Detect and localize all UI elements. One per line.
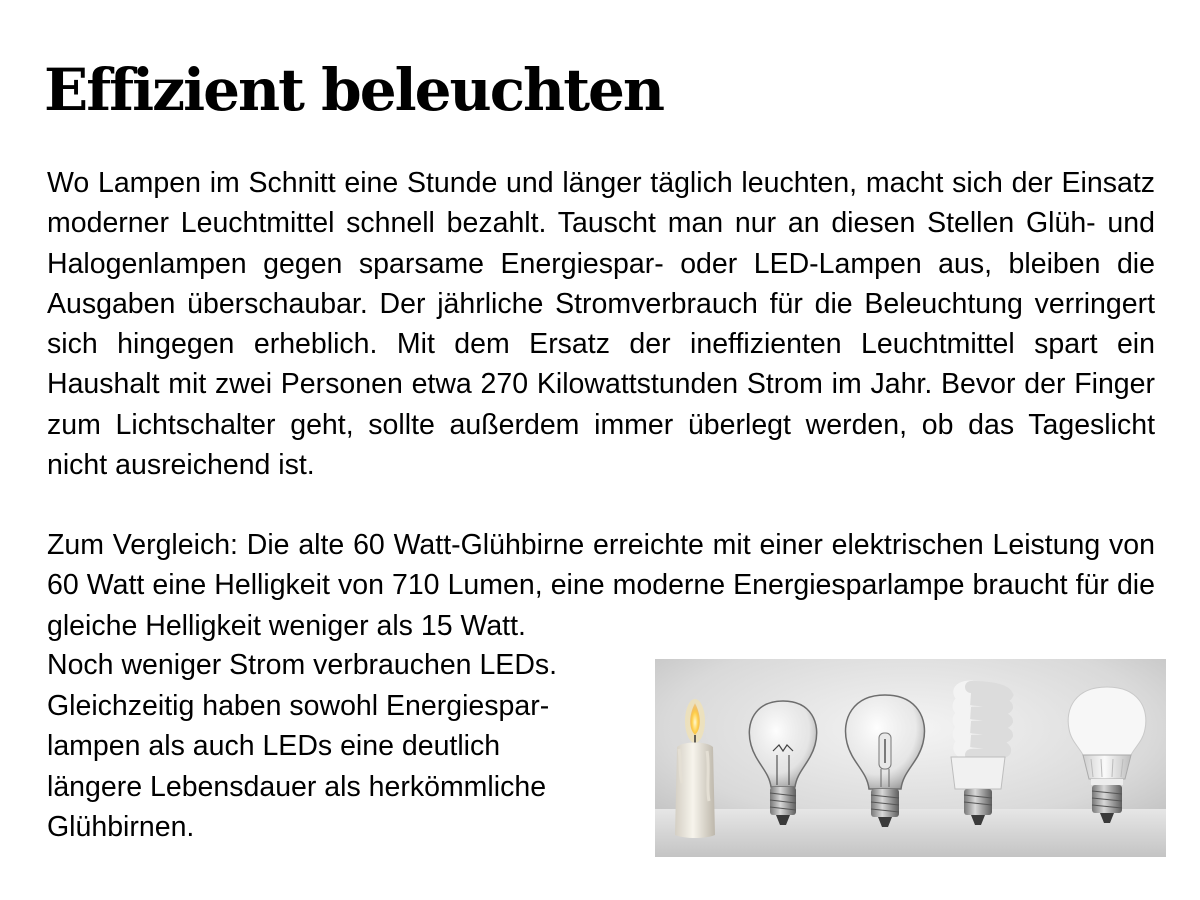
paragraph-stromverbrauch: Wo Lampen im Schnitt eine Stunde und länger täglich leuchten, macht sich der Einsatz moderner Leuchtmittel schnell bezahlt. Tauscht man nur an diesen Stellen Glüh- und Halogenlampen gegen sparsame Energiespar- oder LED-Lampen aus, bleiben die Ausgaben überschaubar. Der jährliche Stromverbrauch für die Beleuchtung verringert sich hingegen erheblich. Mit dem Ersatz der ineffizienten Leuchtmittel spart ein Haushalt mit zwei Personen etwa 270 Kilowattstunden Strom im Jahr. Bevor der Finger zum Lichtschalter geht, sollte außerdem immer überlegt werden, ob das Tageslicht nicht ausreichend ist. (47, 167, 1155, 482)
paragraph-lebensdauer-line: längere Lebensdauer als herkömmliche (47, 770, 547, 803)
paragraph-lebensdauer-line: Gleichzeitig haben sowohl Energiespar- (47, 690, 550, 722)
paragraph-vergleich-led: Noch weniger Strom verbrauchen LEDs. (47, 649, 558, 681)
light-sources-image (655, 659, 1166, 857)
paragraph-lebensdauer-line: Glühbirnen. (47, 810, 195, 843)
paragraph-lebensdauer (47, 686, 549, 847)
page-title: Effizient beleuchten (44, 56, 664, 124)
paragraph-vergleich: Zum Vergleich: Die alte 60 Watt-Glühbirne erreichte mit einer elektrischen Leistung von 60 Watt eine Helligkeit von 710 Lumen, eine moderne Energiesparlampe braucht für die gleiche Helligkeit weniger als 15 Watt. (47, 529, 1155, 642)
paragraph-lebensdauer-line: lampen als auch LEDs eine deutlich (47, 730, 501, 763)
